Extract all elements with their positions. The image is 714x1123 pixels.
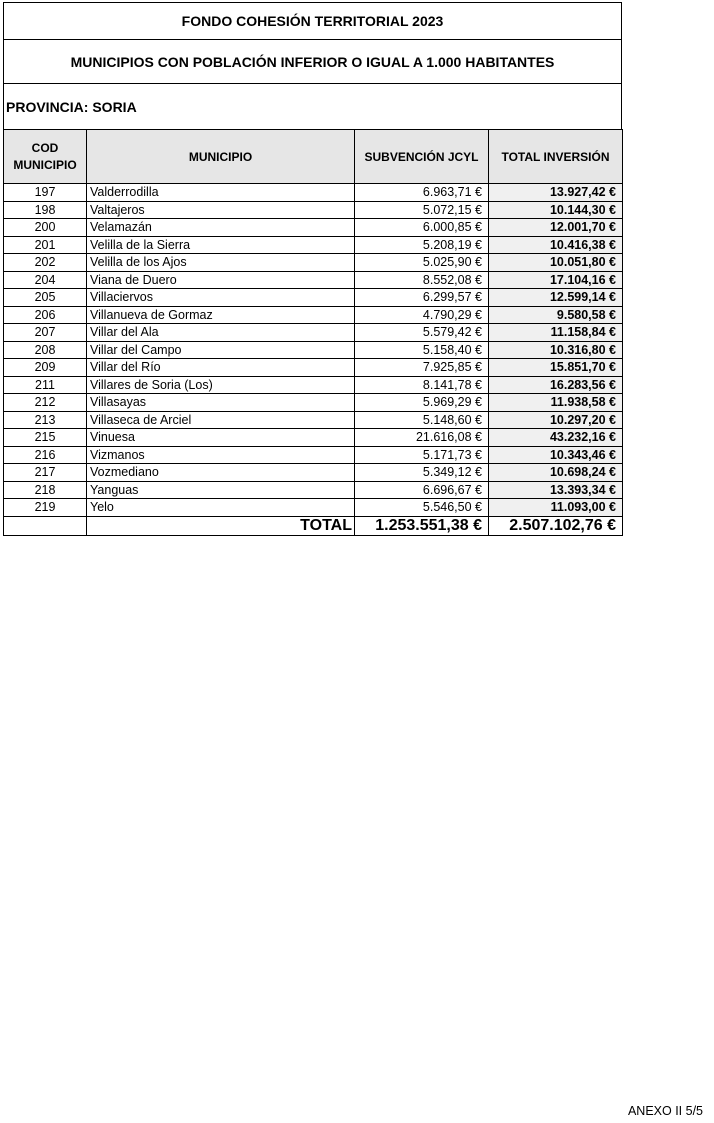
municipio-cell: Vizmanos — [87, 446, 355, 464]
table-row — [4, 219, 623, 237]
table-row — [4, 446, 623, 464]
cod-cell: 219 — [4, 499, 87, 517]
column-header-municipio: MUNICIPIO — [87, 130, 355, 184]
municipio-cell: Vinuesa — [87, 429, 355, 447]
document-subtitle: MUNICIPIOS CON POBLACIÓN INFERIOR O IGUAL A 1.000 HABITANTES — [3, 39, 622, 83]
municipio-cell: Villar del Campo — [87, 341, 355, 359]
total-cell: 43.232,16 € — [489, 429, 623, 447]
cod-cell: 209 — [4, 359, 87, 377]
municipio-cell: Yelo — [87, 499, 355, 517]
province-label: PROVINCIA: SORIA — [3, 83, 622, 129]
subvencion-cell: 5.546,50 € — [355, 499, 489, 517]
total-cell: 13.927,42 € — [489, 184, 623, 202]
municipio-cell: Villar del Ala — [87, 324, 355, 342]
subvencion-cell: 21.616,08 € — [355, 429, 489, 447]
municipio-cell: Vozmediano — [87, 464, 355, 482]
column-header-cod — [4, 130, 87, 184]
subvencion-cell: 5.208,19 € — [355, 236, 489, 254]
annex-page-label: ANEXO II 5/5 — [627, 1104, 703, 1118]
table-row — [4, 394, 623, 412]
table-row — [4, 499, 623, 517]
cod-cell: 204 — [4, 271, 87, 289]
cod-cell: 217 — [4, 464, 87, 482]
total-cell: 16.283,56 € — [489, 376, 623, 394]
table-row — [4, 306, 623, 324]
table-row — [4, 376, 623, 394]
table-row — [4, 481, 623, 499]
subvencion-cell: 5.579,42 € — [355, 324, 489, 342]
municipio-cell: Velamazán — [87, 219, 355, 237]
table-row — [4, 201, 623, 219]
total-cell: 15.851,70 € — [489, 359, 623, 377]
cod-cell: 215 — [4, 429, 87, 447]
totals-blank-cell — [4, 516, 87, 535]
municipio-cell: Valderrodilla — [87, 184, 355, 202]
totals-row — [4, 516, 623, 535]
table-row — [4, 271, 623, 289]
cod-cell: 208 — [4, 341, 87, 359]
table-row — [4, 236, 623, 254]
subvencion-cell: 6.299,57 € — [355, 289, 489, 307]
subvencion-cell: 5.969,29 € — [355, 394, 489, 412]
total-cell: 10.051,80 € — [489, 254, 623, 272]
municipio-cell: Villanueva de Gormaz — [87, 306, 355, 324]
cod-cell: 213 — [4, 411, 87, 429]
total-cell: 10.343,46 € — [489, 446, 623, 464]
cod-cell: 218 — [4, 481, 87, 499]
cod-cell: 207 — [4, 324, 87, 342]
total-cell: 10.416,38 € — [489, 236, 623, 254]
cod-cell: 198 — [4, 201, 87, 219]
municipio-cell: Yanguas — [87, 481, 355, 499]
total-cell: 11.158,84 € — [489, 324, 623, 342]
cod-cell: 205 — [4, 289, 87, 307]
totals-total: 2.507.102,76 € — [489, 516, 623, 535]
municipio-cell: Villar del Río — [87, 359, 355, 377]
subvencion-cell: 4.790,29 € — [355, 306, 489, 324]
document — [3, 2, 622, 536]
subvencion-cell: 5.148,60 € — [355, 411, 489, 429]
municipio-cell: Villares de Soria (Los) — [87, 376, 355, 394]
column-header-subvencion: SUBVENCIÓN JCYL — [355, 130, 489, 184]
subvencion-cell: 5.171,73 € — [355, 446, 489, 464]
subvencion-cell: 8.552,08 € — [355, 271, 489, 289]
subvencion-cell: 5.349,12 € — [355, 464, 489, 482]
municipio-cell: Villaseca de Arciel — [87, 411, 355, 429]
table-row — [4, 254, 623, 272]
subvencion-cell: 6.000,85 € — [355, 219, 489, 237]
table-row — [4, 429, 623, 447]
subvencion-cell: 7.925,85 € — [355, 359, 489, 377]
total-cell: 10.297,20 € — [489, 411, 623, 429]
municipio-cell: Velilla de los Ajos — [87, 254, 355, 272]
table-row — [4, 411, 623, 429]
cod-cell: 211 — [4, 376, 87, 394]
municipio-cell: Velilla de la Sierra — [87, 236, 355, 254]
cod-cell: 200 — [4, 219, 87, 237]
total-cell: 11.093,00 € — [489, 499, 623, 517]
table-row — [4, 324, 623, 342]
total-cell: 13.393,34 € — [489, 481, 623, 499]
subvencion-cell: 5.158,40 € — [355, 341, 489, 359]
totals-label: TOTAL — [87, 516, 355, 535]
total-cell: 17.104,16 € — [489, 271, 623, 289]
subvencion-cell: 5.025,90 € — [355, 254, 489, 272]
cod-cell: 197 — [4, 184, 87, 202]
total-cell: 12.599,14 € — [489, 289, 623, 307]
total-cell: 10.144,30 € — [489, 201, 623, 219]
column-header-cod-line2: MUNICIPIO — [13, 157, 77, 172]
table-row — [4, 359, 623, 377]
municipalities-table — [3, 129, 623, 536]
total-cell: 11.938,58 € — [489, 394, 623, 412]
subvencion-cell: 6.963,71 € — [355, 184, 489, 202]
table-row — [4, 464, 623, 482]
cod-cell: 206 — [4, 306, 87, 324]
cod-cell: 202 — [4, 254, 87, 272]
total-cell: 10.316,80 € — [489, 341, 623, 359]
cod-cell: 216 — [4, 446, 87, 464]
subvencion-cell: 6.696,67 € — [355, 481, 489, 499]
municipio-cell: Villasayas — [87, 394, 355, 412]
table-row — [4, 184, 623, 202]
document-title: FONDO COHESIÓN TERRITORIAL 2023 — [3, 2, 622, 39]
table-header-row — [4, 130, 623, 184]
table-row — [4, 289, 623, 307]
subvencion-cell: 8.141,78 € — [355, 376, 489, 394]
total-cell: 9.580,58 € — [489, 306, 623, 324]
column-header-cod-line1: COD — [31, 140, 59, 155]
column-header-total: TOTAL INVERSIÓN — [489, 130, 623, 184]
cod-cell: 212 — [4, 394, 87, 412]
subvencion-cell: 5.072,15 € — [355, 201, 489, 219]
table-row — [4, 341, 623, 359]
municipio-cell: Viana de Duero — [87, 271, 355, 289]
cod-cell: 201 — [4, 236, 87, 254]
total-cell: 10.698,24 € — [489, 464, 623, 482]
municipio-cell: Villaciervos — [87, 289, 355, 307]
municipio-cell: Valtajeros — [87, 201, 355, 219]
totals-subvencion: 1.253.551,38 € — [355, 516, 489, 535]
table-body — [4, 184, 623, 517]
total-cell: 12.001,70 € — [489, 219, 623, 237]
